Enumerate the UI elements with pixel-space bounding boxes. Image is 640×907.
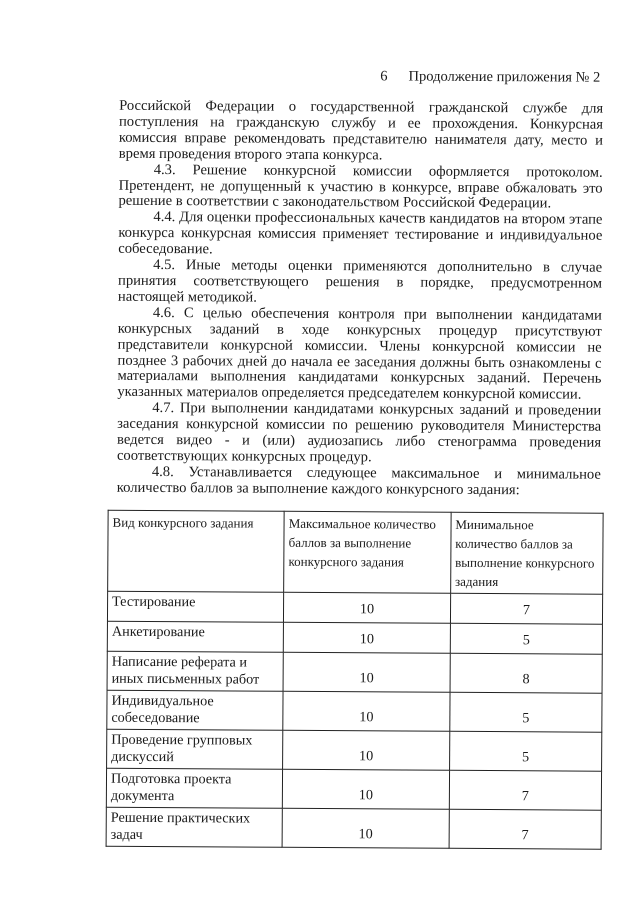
table-header-row xyxy=(108,510,603,594)
table-row xyxy=(107,651,602,693)
min-score: 8 xyxy=(450,653,602,693)
table-row xyxy=(107,690,602,732)
task-name: Тестирование xyxy=(107,591,283,622)
paragraph-4-8: 4.8. Устанавливается следующее максимальное и минимальное количество баллов за выполнение каждого конкурсного задания: xyxy=(116,463,601,498)
min-score: 5 xyxy=(450,623,602,654)
min-score: 7 xyxy=(449,770,601,810)
task-name: Проведение групповых дискуссий xyxy=(107,729,283,769)
max-score: 10 xyxy=(283,622,450,653)
min-score: 7 xyxy=(450,593,602,624)
paragraph-4-5: 4.5. Иные методы оценки применяются дополнительно в случае принятия соответствующего решения в порядке, предусмотренном настоящей методикой. xyxy=(117,257,603,306)
header-max-score: Максимальное количество баллов за выполнение конкурсного задания xyxy=(284,511,451,593)
max-score: 10 xyxy=(284,592,451,623)
table-row xyxy=(107,621,602,654)
max-score: 10 xyxy=(283,730,450,770)
body-text xyxy=(117,99,603,500)
header-min-score: Минимальное количество баллов за выполнение конкурсного задания xyxy=(450,512,603,594)
paragraph-4-2-continued: Российской Федерации о государственной гражданской службе для поступления на гражданскую службу и ее прохождения. Конкурсная комиссия вправе рекомендовать представителю нанимателя дату, место и время проведения второго этапа конкурса. xyxy=(118,97,604,164)
table-row xyxy=(106,807,601,849)
max-score: 10 xyxy=(283,691,450,731)
task-name: Решение практических задач xyxy=(106,807,282,847)
max-score: 10 xyxy=(282,808,449,848)
paragraph-4-4: 4.4. Для оценки профессиональных качеств кандидатов на втором этапе конкурса конкурсная комиссия применяет тестирование и индивидуальное собеседование. xyxy=(118,209,603,258)
min-score: 5 xyxy=(450,692,602,732)
table-row xyxy=(107,729,602,771)
appendix-label: Продолжение приложения № 2 xyxy=(408,68,601,86)
page-number: 6 xyxy=(380,68,388,85)
paragraph-4-6: 4.6. С целью обеспечения контроля при выполнении кандидатами конкурсных заданий в ходе конкурсных процедур присутствуют представители конкурсной комиссии. Члены конкурсной комиссии не позднее 3 рабочих дней до начала ее заседания должны быть ознакомлены с материалами выполнения кандидатами конкурсных заданий. Перечень указанных материалов определяется председателем конкурсной комиссии. xyxy=(117,304,602,403)
paragraph-4-7: 4.7. При выполнении кандидатами конкурсных заданий и проведении заседания конкурсной комиссии по решению руководителя Министерства ведется видео - и (или) аудиозапись либо стенограмма проведения соответствующих конкурсных процедур. xyxy=(116,400,602,466)
task-name: Индивидуальное собеседование xyxy=(107,690,283,730)
paragraph-4-3: 4.3. Решение конкурсной комиссии оформляется протоколом. Претендент, не допущенный к участию в конкурсе, вправе обжаловать это решение в соответствии с законодательством Российской Федерации. xyxy=(118,161,603,212)
page-header xyxy=(112,67,602,88)
min-score: 5 xyxy=(449,731,601,771)
table-row xyxy=(106,768,601,810)
scores-table xyxy=(106,510,604,850)
task-name: Написание реферата и иных письменных работ xyxy=(107,651,283,691)
task-name: Подготовка проекта документа xyxy=(106,768,282,808)
task-name: Анкетирование xyxy=(107,621,283,652)
min-score: 7 xyxy=(449,809,601,849)
header-task-type: Вид конкурсного задания xyxy=(108,510,285,592)
scores-table-wrapper xyxy=(106,510,604,850)
max-score: 10 xyxy=(283,652,450,692)
table-row xyxy=(107,591,602,624)
max-score: 10 xyxy=(282,769,449,809)
